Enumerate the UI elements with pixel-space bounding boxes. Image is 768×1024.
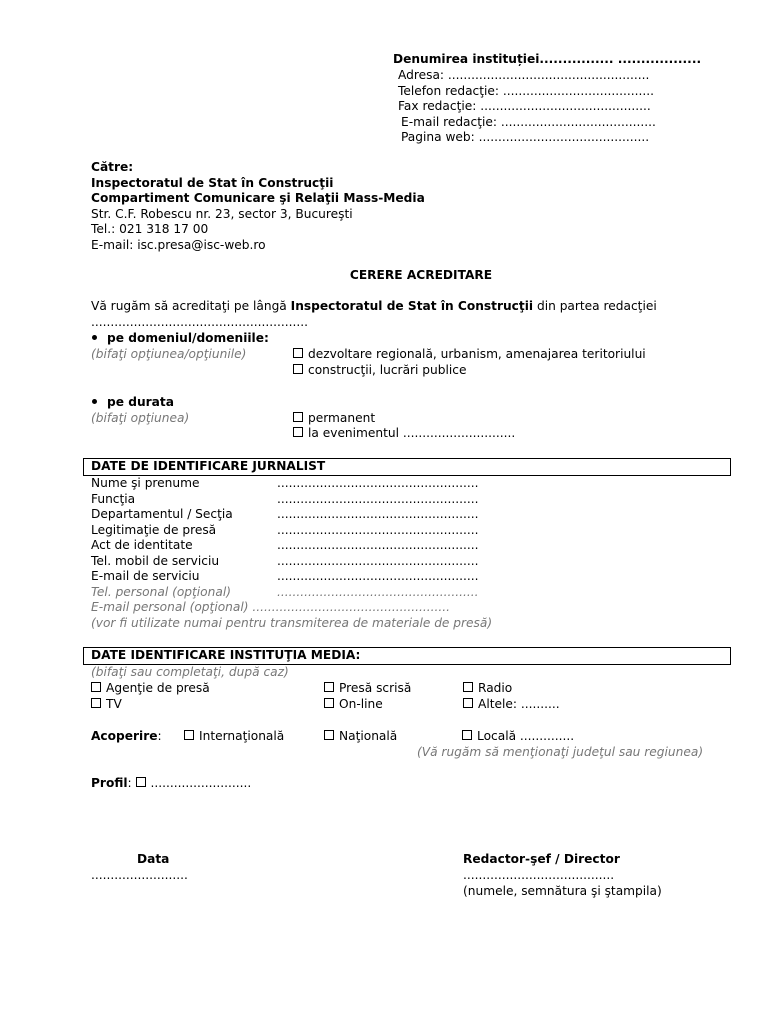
media-heading: DATE IDENTIFICARE INSTITUŢIA MEDIA: — [91, 648, 361, 662]
recipient-department: Compartiment Comunicare şi Relaţii Mass-Media — [91, 191, 425, 205]
duration-option-event[interactable]: la evenimentul ............................. — [293, 426, 515, 442]
director-signature-field[interactable]: ....................................... — [463, 868, 615, 882]
domain-label: pe domeniul/domeniile: — [92, 331, 269, 347]
checkbox-icon[interactable] — [91, 682, 101, 692]
intro-post: din partea redacţiei — [536, 299, 657, 313]
field-row[interactable]: Funcţia .................................................... — [91, 491, 479, 506]
document-title: CERERE ACREDITARE — [349, 268, 493, 282]
checkbox-icon[interactable] — [293, 364, 303, 374]
checkbox-icon[interactable] — [324, 698, 334, 708]
domain-hint: (bifaţi opţiunea/opţiunile) — [91, 347, 247, 361]
domain-option-2[interactable]: construcţii, lucrări publice — [293, 363, 466, 379]
checkbox-icon[interactable] — [324, 730, 334, 740]
media-type-online[interactable]: On-line — [324, 697, 383, 713]
field-row[interactable]: Nume şi prenume .................................................... — [91, 476, 479, 490]
checkbox-icon[interactable] — [91, 698, 101, 708]
email-line: E-mail redacţie: ........................................ — [401, 114, 656, 129]
field-row[interactable]: E-mail de serviciu .................................................... — [91, 569, 479, 583]
coverage-international[interactable]: Internaţională — [184, 729, 284, 745]
checkbox-icon[interactable] — [462, 730, 472, 740]
checkbox-icon[interactable] — [293, 427, 303, 437]
recipient-email: E-mail: isc.presa@isc-web.ro — [91, 237, 266, 252]
duration-label: pe durata — [92, 395, 174, 411]
media-type-print[interactable]: Presă scrisă — [324, 681, 411, 697]
media-type-tv[interactable]: TV — [91, 697, 122, 713]
domain-option-1[interactable]: dezvoltare regională, urbanism, amenajarea teritoriului — [293, 347, 646, 363]
director-label: Redactor-şef / Director — [463, 852, 620, 866]
profile-field[interactable]: Profil: .......................... — [91, 776, 252, 790]
bullet-icon — [92, 335, 97, 340]
to-label: Către: — [91, 160, 134, 174]
checkbox-icon[interactable] — [136, 777, 146, 787]
journalist-heading: DATE DE IDENTIFICARE JURNALIST — [91, 459, 326, 473]
institution-name-label: Denumirea instituției................ .................. — [393, 52, 702, 66]
field-row[interactable]: Tel. mobil de serviciu .................................................... — [91, 553, 479, 568]
field-row[interactable]: Legitimaţie de presă .................................................... — [91, 522, 479, 537]
intro-paragraph — [91, 299, 722, 315]
bullet-icon — [92, 399, 97, 404]
checkbox-icon[interactable] — [463, 698, 473, 708]
media-type-other[interactable]: Altele: .......... — [463, 697, 560, 713]
coverage-note: (Vă rugăm să menţionaţi judeţul sau regiunea) — [417, 744, 704, 759]
recipient-org: Inspectoratul de Stat în Construcţii — [91, 175, 334, 190]
checkbox-icon[interactable] — [293, 348, 303, 358]
duration-hint: (bifaţi opţiunea) — [91, 410, 190, 425]
coverage-label: Acoperire: — [91, 729, 162, 743]
media-type-agency[interactable]: Agenţie de presă — [91, 681, 210, 697]
checkbox-icon[interactable] — [463, 682, 473, 692]
field-row[interactable]: Act de identitate .................................................... — [91, 538, 479, 552]
date-field[interactable]: ......................... — [91, 868, 188, 882]
director-note: (numele, semnătura şi ştampila) — [463, 883, 662, 898]
coverage-national[interactable]: Naţională — [324, 729, 397, 745]
fax-line: Fax redacţie: ............................................ — [398, 99, 651, 113]
checkbox-icon[interactable] — [293, 412, 303, 422]
phone-line: Telefon redacţie: ....................................... — [398, 83, 654, 98]
duration-option-permanent[interactable]: permanent — [293, 411, 375, 427]
checkbox-icon[interactable] — [184, 730, 194, 740]
field-row[interactable]: Departamentul / Secţia .................................................... — [91, 507, 479, 521]
media-type-radio[interactable]: Radio — [463, 681, 512, 697]
recipient-phone: Tel.: 021 318 17 00 — [91, 222, 209, 236]
journalist-section-header — [83, 458, 731, 476]
media-section-header — [83, 647, 731, 665]
media-hint: (bifaţi sau completaţi, după caz) — [91, 665, 289, 679]
address-line: Adresa: .................................................... — [398, 68, 650, 82]
personal-email-field[interactable]: E-mail personal (opţional) ................................................... — [91, 600, 450, 614]
checkbox-icon[interactable] — [324, 682, 334, 692]
intro-pre: Vă rugăm să acreditaţi pe lângă — [91, 299, 287, 313]
coverage-local[interactable]: Locală .............. — [462, 729, 574, 745]
intro-org: Inspectoratul de Stat în Construcţii — [290, 299, 534, 313]
recipient-address: Str. C.F. Robescu nr. 23, sector 3, Bucureşti — [91, 206, 353, 221]
date-label: Data — [137, 852, 170, 866]
intro-dots: ........................................................ — [91, 315, 308, 329]
journalist-note: (vor fi utilizate numai pentru transmiterea de materiale de presă) — [91, 615, 493, 630]
website-line: Pagina web: ............................................ — [401, 130, 650, 144]
field-row[interactable]: Tel. personal (opţional) .................................................... — [91, 584, 479, 599]
